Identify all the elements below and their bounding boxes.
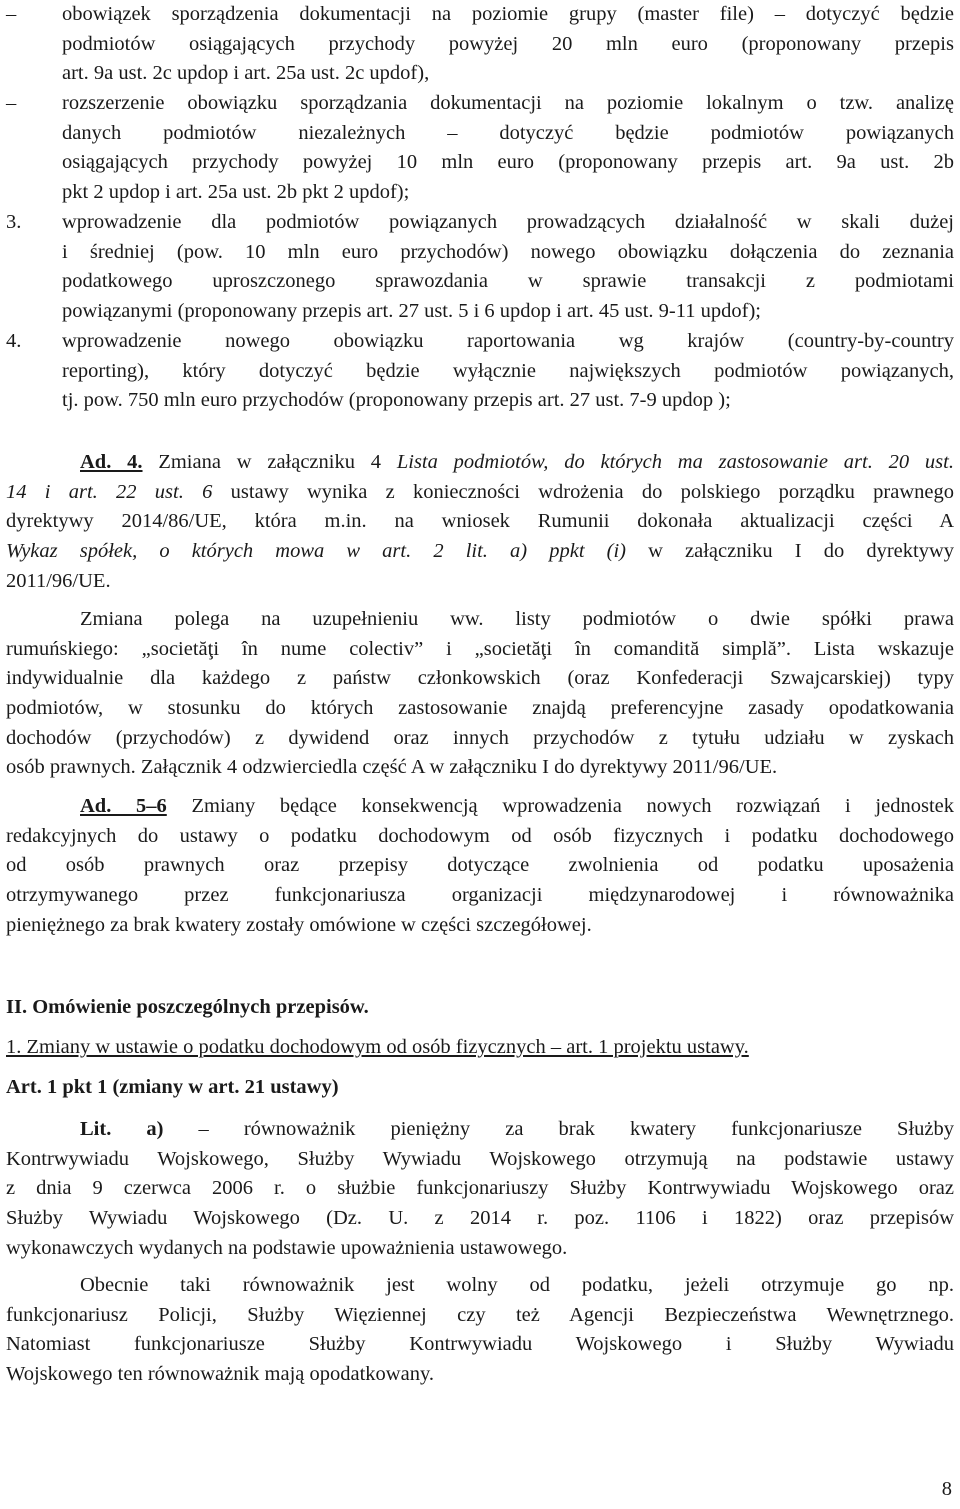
paragraph-ad-5-6: [6, 792, 954, 940]
text-line: Natomiast funkcjonariusze Służby Kontrwywiadu Wojskowego i Służby Wywiadu: [6, 1333, 954, 1356]
text-line: rozszerzenie obowiązku sporządzania dokumentacji na poziomie lokalnym o tzw. analizę: [62, 92, 954, 114]
paragraph-lit-a: [6, 1115, 954, 1263]
text-line: wprowadzenie dla podmiotów powiązanych prowadzących działalność w skali dużej: [62, 211, 954, 233]
text-line: dochodów (przychodów) z dywidend oraz innych przychodów z tytułu udziału w zyskach: [6, 726, 954, 749]
text-line: podmiotów osiągających przychody powyżej 20 mln euro (proponowany przepis: [62, 32, 954, 55]
list-number: 3.: [6, 211, 22, 233]
text-line: Ad. 5–6 Zmiany będące konsekwencją wprowadzenia nowych rozwiązań i jednostek: [80, 795, 954, 817]
text-line: rumuńskiego: „societăţi în nume colectiv” i „societăţi în comandită simplă”. Lista wskazuje: [6, 637, 954, 660]
text-line: 14 i art. 22 ust. 6 ustawy wynika z konieczności wdrożenia do polskiego porządku prawnego: [6, 480, 954, 503]
text-line: Ad. 4. Zmiana w załączniku 4 Lista podmiotów, do których ma zastosowanie art. 20 ust.: [80, 451, 954, 473]
text-line: powiązanymi (proponowany przepis art. 27 ust. 5 i 6 updop i art. 45 ust. 9-11 updof);: [62, 300, 761, 323]
paragraph-ad-4: [6, 448, 954, 596]
text-line: Służby Wywiadu Wojskowego (Dz. U. z 2014 r. poz. 1106 i 1822) oraz przepisów: [6, 1207, 954, 1230]
text-line: indywidualnie dla każdego z państw członkowskich (oraz Konfederacji Szwajcarskiej) typy: [6, 667, 954, 690]
page-number: 8: [941, 1478, 952, 1501]
list-number: 4.: [6, 330, 22, 352]
section-label: Ad. 4.: [80, 451, 143, 473]
text-line: i średniej (pow. 10 mln euro przychodów) nowego obowiązku dołączenia do zeznania: [62, 240, 954, 263]
paragraph-ad-4-continued: [6, 605, 954, 783]
text-line: pkt 2 updop i art. 25a ust. 2b pkt 2 updof);: [62, 181, 410, 204]
section-heading: II. Omówienie poszczególnych przepisów.: [6, 996, 369, 1018]
list-item-3: [6, 208, 954, 327]
section-label: Ad. 5–6: [80, 795, 167, 817]
text-line: Lit. a) – równoważnik pieniężny za brak kwatery funkcjonariusze Służby: [80, 1118, 954, 1140]
text-line: Wojskowego ten równoważnik mają opodatkowany.: [6, 1363, 434, 1386]
text-line: od osób prawnych oraz przepisy dotyczące zwolnienia od podatku uposażenia: [6, 854, 954, 877]
text-line: tj. pow. 750 mln euro przychodów (proponowany przepis art. 27 ust. 7-9 updop );: [62, 389, 731, 412]
text-line: otrzymywanego przez funkcjonariusza organizacji międzynarodowej i równoważnika: [6, 884, 954, 907]
text-line: Obecnie taki równoważnik jest wolny od podatku, jeżeli otrzymuje go np.: [80, 1274, 954, 1296]
text-line: pieniężnego za brak kwatery zostały omówione w części szczegółowej.: [6, 913, 592, 936]
text-line: art. 9a ust. 2c updop i art. 25a ust. 2c updof),: [62, 62, 430, 85]
text-line: z dnia 9 czerwca 2006 r. o służbie funkcjonariuszy Służby Kontrwywiadu Wojskowego oraz: [6, 1177, 954, 1200]
paragraph-final: [6, 1271, 954, 1390]
text-line: podatkowego uproszczonego sprawozdania w sprawie transakcji z podmiotami: [62, 270, 954, 293]
text-line: osób prawnych. Załącznik 4 odzwierciedla część A w załączniku I do dyrektywy 2011/96/UE.: [6, 756, 778, 779]
text-line: dyrektywy 2014/86/UE, która m.in. na wniosek Rumunii dokonała aktualizacji części A: [6, 510, 954, 533]
lit-label: Lit. a): [80, 1118, 164, 1140]
text-line: wykonawczych wydanych na podstawie upoważnienia ustawowego.: [6, 1236, 568, 1259]
text-line: funkcjonariusz Policji, Służby Więziennej czy też Agencji Bezpieczeństwa Wewnętrznego.: [6, 1303, 954, 1326]
text-line: Wykaz spółek, o których mowa w art. 2 lit. a) ppkt (i) w załączniku I do dyrektywy: [6, 540, 954, 563]
text-line: osiągających przychody powyżej 10 mln euro (proponowany przepis art. 9a ust. 2b: [62, 151, 954, 174]
text-line: obowiązek sporządzenia dokumentacji na poziomie grupy (master file) – dotyczyć będzie: [62, 3, 954, 25]
text-line: reporting), który dotyczyć będzie wyłącznie największych podmiotów powiązanych,: [62, 359, 954, 382]
list-item-dash-2: [6, 89, 954, 208]
subsection-heading: 1. Zmiany w ustawie o podatku dochodowym od osób fizycznych – art. 1 projektu ustawy.: [6, 1036, 749, 1058]
text-line: redakcyjnych do ustawy o podatku dochodowym od osób fizycznych i podatku dochodowego: [6, 824, 954, 847]
text-line: wprowadzenie nowego obowiązku raportowania wg krajów (country-by-country: [62, 330, 954, 352]
text-line: Zmiana polega na uzupełnieniu ww. listy podmiotów o dwie spółki prawa: [80, 608, 954, 630]
text-line: danych podmiotów niezależnych – dotyczyć będzie podmiotów powiązanych: [62, 121, 954, 144]
dash-bullet: –: [6, 92, 17, 114]
text-line: podmiotów, w stosunku do których zastosowanie znajdą preferencyjne zasady opodatkowania: [6, 697, 954, 720]
list-item-dash-1: [6, 0, 954, 89]
text-line: 2011/96/UE.: [6, 569, 111, 592]
list-item-4: [6, 327, 954, 416]
dash-bullet: –: [6, 3, 17, 25]
article-heading: Art. 1 pkt 1 (zmiany w art. 21 ustawy): [6, 1076, 339, 1098]
text-line: Kontrwywiadu Wojskowego, Służby Wywiadu Wojskowego otrzymują na podstawie ustawy: [6, 1147, 954, 1170]
